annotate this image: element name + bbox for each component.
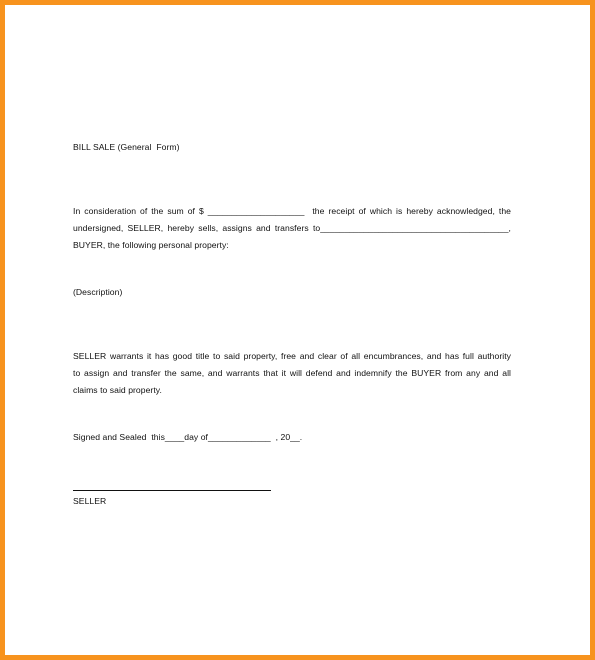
seller-label: SELLER: [73, 496, 107, 506]
warranty-line-1: SELLER warrants it has good title to said property, free and clear of all encumbrances, and has full authority: [73, 351, 511, 361]
consideration-line-1: In consideration of the sum of $ ____________________ the receipt of which is hereby acknowledged, the: [73, 206, 511, 216]
document-title: BILL SALE (General Form): [73, 142, 180, 152]
warranty-line-2: to assign and transfer the same, and warrants that it will defend and indemnify the BUYER from any and all: [73, 368, 511, 378]
warranty-line-3: claims to said property.: [73, 385, 162, 395]
consideration-line-2: undersigned, SELLER, hereby sells, assigns and transfers to_______________________________________,: [73, 223, 511, 233]
description-placeholder: (Description): [73, 287, 123, 297]
seller-signature-rule: [73, 490, 271, 491]
consideration-line-3: BUYER, the following personal property:: [73, 240, 229, 250]
signed-and-sealed-line: Signed and Sealed this____day of_____________ , 20__.: [73, 432, 303, 442]
